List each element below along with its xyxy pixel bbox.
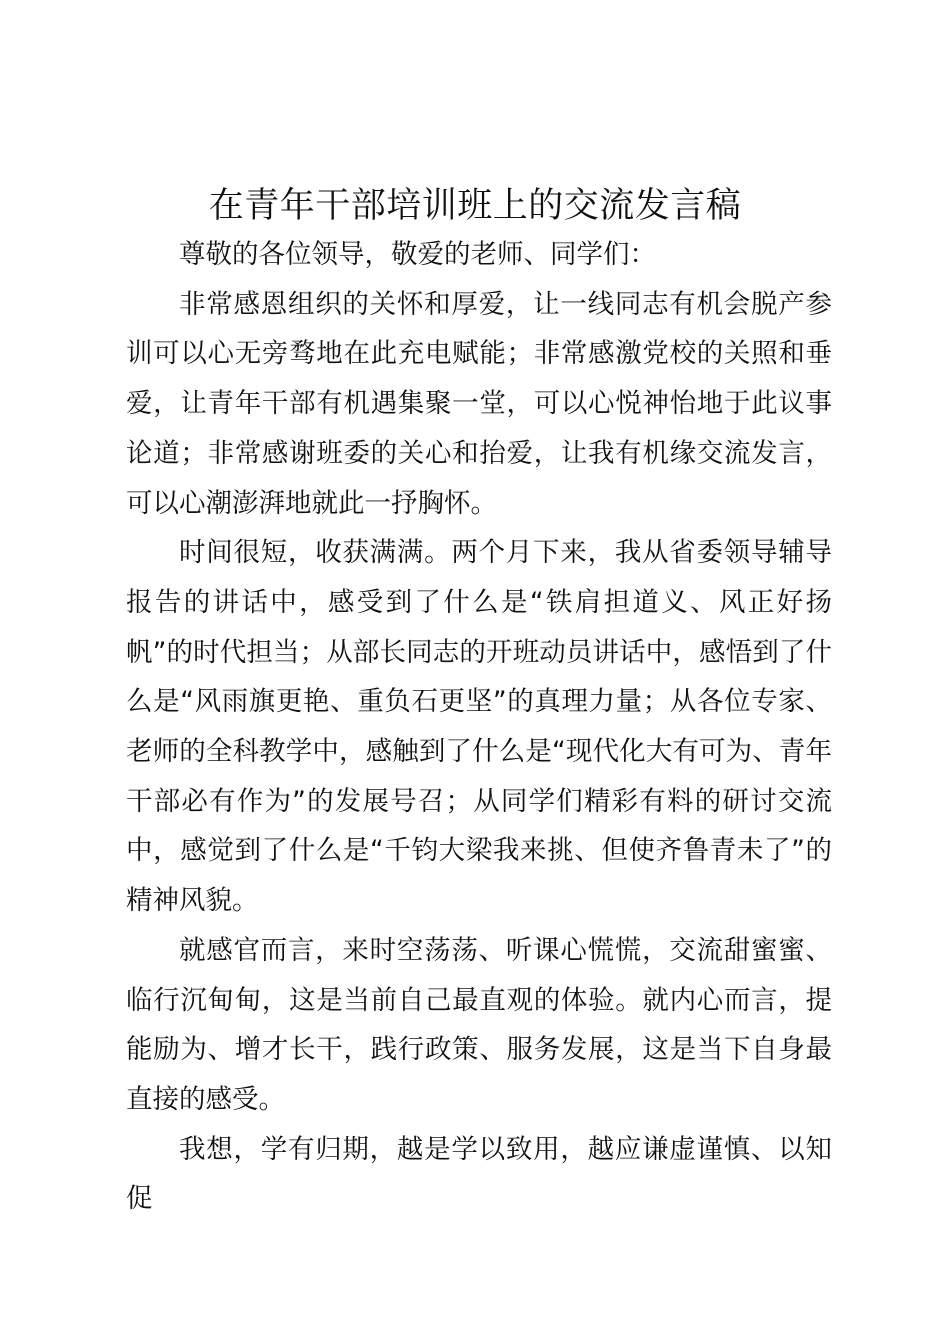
body-paragraph: 非常感恩组织的关怀和厚爱，让一线同志有机会脱产参训可以心无旁骛地在此充电赋能；非常感激党校的关照和垂爱，让青年干部有机遇集聚一堂，可以心悦神怡地于此议事论道；非常感谢班委的关心和抬爱，让我有机缘交流发言，可以心潮澎湃地就此一抒胸怀。 bbox=[126, 288, 832, 519]
document-title: 在青年干部培训班上的交流发言稿 bbox=[208, 186, 742, 226]
salutation-paragraph: 尊敬的各位领导，敬爱的老师、同学们： bbox=[179, 239, 656, 270]
body-paragraph: 就感官而言，来时空荡荡、听课心慌慌，交流甜蜜蜜、临行沉甸甸，这是当前自己最直观的体验。就内心而言，提能励为、增才长干，践行政策、服务发展，这是当下自身最直接的感受。 bbox=[126, 934, 832, 1115]
body-paragraph: 时间很短，收获满满。两个月下来，我从省委领导辅导报告的讲话中，感受到了什么是“铁肩担道义、风正好扬帆”的时代担当；从部长同志的开班动员讲话中，感悟到了什么是“风雨旗更艳、重负石更坚”的真理力量；从各位专家、老师的全科教学中，感触到了什么是“现代化大有可为、青年干部必有作为”的发展号召；从同学们精彩有料的研讨交流中，感觉到了什么是“千钧大梁我来挑、但使齐鲁青未了”的精神风貌。 bbox=[126, 537, 832, 917]
document-body bbox=[126, 230, 832, 1224]
body-paragraph: 我想，学有归期，越是学以致用，越应谦虚谨慎、以知促 bbox=[126, 1133, 832, 1215]
